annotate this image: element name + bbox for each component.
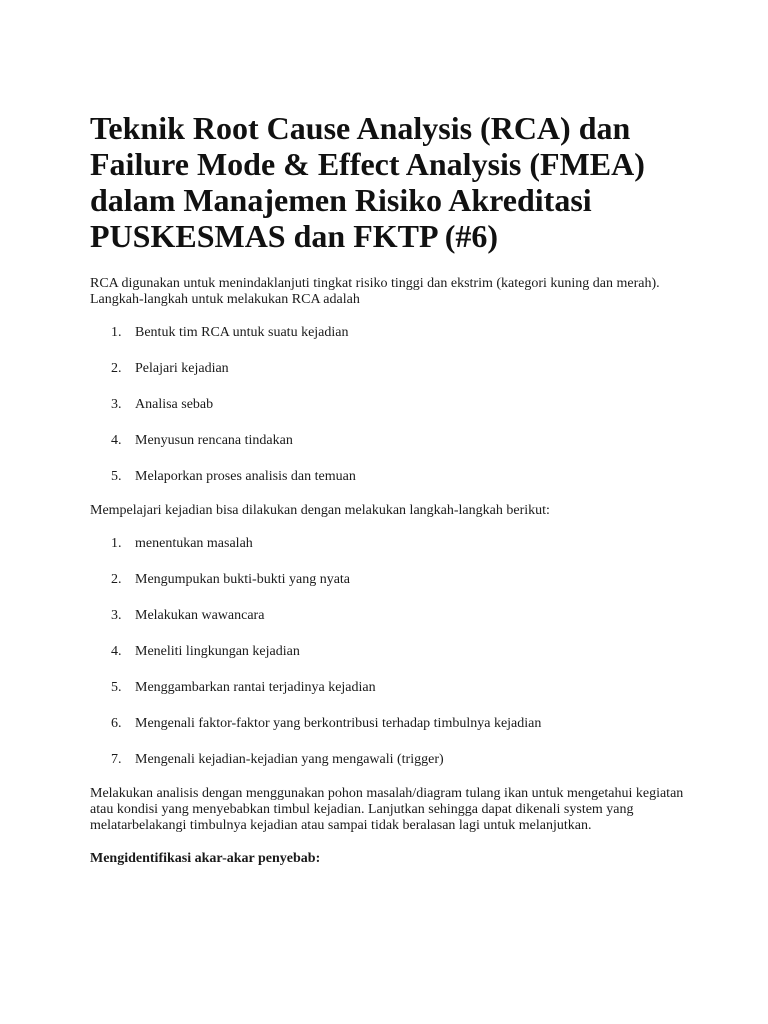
list-number: 2. — [111, 361, 122, 376]
list-number: 5. — [111, 469, 122, 484]
list-text: Menggambarkan rantai terjadinya kejadian — [135, 680, 376, 695]
list-number: 4. — [111, 433, 122, 448]
list-number: 6. — [111, 716, 122, 731]
list-text: Melaporkan proses analisis dan temuan — [135, 469, 356, 484]
list-item — [90, 716, 690, 732]
list-item — [90, 433, 690, 449]
root-cause-heading: Mengidentifikasi akar-akar penyebab: — [90, 851, 321, 866]
list-text: Analisa sebab — [135, 397, 214, 412]
list-text: menentukan masalah — [135, 536, 253, 551]
list-number: 4. — [111, 644, 122, 659]
list-text: Mengenali kejadian-kejadian yang mengawali (trigger) — [135, 752, 444, 767]
list-number: 5. — [111, 680, 122, 695]
list-item — [90, 680, 690, 696]
list-text: Meneliti lingkungan kejadian — [135, 644, 300, 659]
rca-steps-list — [90, 325, 690, 485]
list-text: Melakukan wawancara — [135, 608, 265, 623]
document-title: Teknik Root Cause Analysis (RCA) dan Failure Mode & Effect Analysis (FMEA) dalam Manajemen Risiko Akreditasi PUSKESMAS dan FKTP (#6) — [90, 110, 645, 254]
document-page — [90, 110, 690, 867]
list-number: 2. — [111, 572, 122, 587]
list-text: Mengumpukan bukti-bukti yang nyata — [135, 572, 351, 587]
analysis-paragraph: Melakukan analisis dengan menggunakan pohon masalah/diagram tulang ikan untuk mengetahui kegiatan atau kondisi yang menyebabkan timbul kejadian. Lanjutkan sehingga dapat dikenali system yang melatarbelakangi timbulnya kejadian atau sampai tidak beralasan lagi untuk melanjutkan. — [90, 786, 684, 833]
study-intro-paragraph: Mempelajari kejadian bisa dilakukan dengan melakukan langkah-langkah berikut: — [90, 503, 550, 518]
list-text: Pelajari kejadian — [135, 361, 229, 376]
list-text: Bentuk tim RCA untuk suatu kejadian — [135, 325, 349, 340]
intro-paragraph: RCA digunakan untuk menindaklanjuti tingkat risiko tinggi dan ekstrim (kategori kuning dan merah). Langkah-langkah untuk melakukan RCA adalah — [90, 276, 660, 307]
list-item — [90, 469, 690, 485]
list-number: 7. — [111, 752, 122, 767]
list-item — [90, 361, 690, 377]
list-item — [90, 325, 690, 341]
list-item — [90, 752, 690, 768]
list-item — [90, 572, 690, 588]
list-text: Menyusun rencana tindakan — [135, 433, 293, 448]
study-steps-list — [90, 536, 690, 768]
list-number: 3. — [111, 608, 122, 623]
list-item — [90, 536, 690, 552]
list-number: 3. — [111, 397, 122, 412]
list-item — [90, 397, 690, 413]
list-item — [90, 608, 690, 624]
list-number: 1. — [111, 325, 122, 340]
list-item — [90, 644, 690, 660]
list-number: 1. — [111, 536, 122, 551]
list-text: Mengenali faktor-faktor yang berkontribusi terhadap timbulnya kejadian — [135, 716, 542, 731]
